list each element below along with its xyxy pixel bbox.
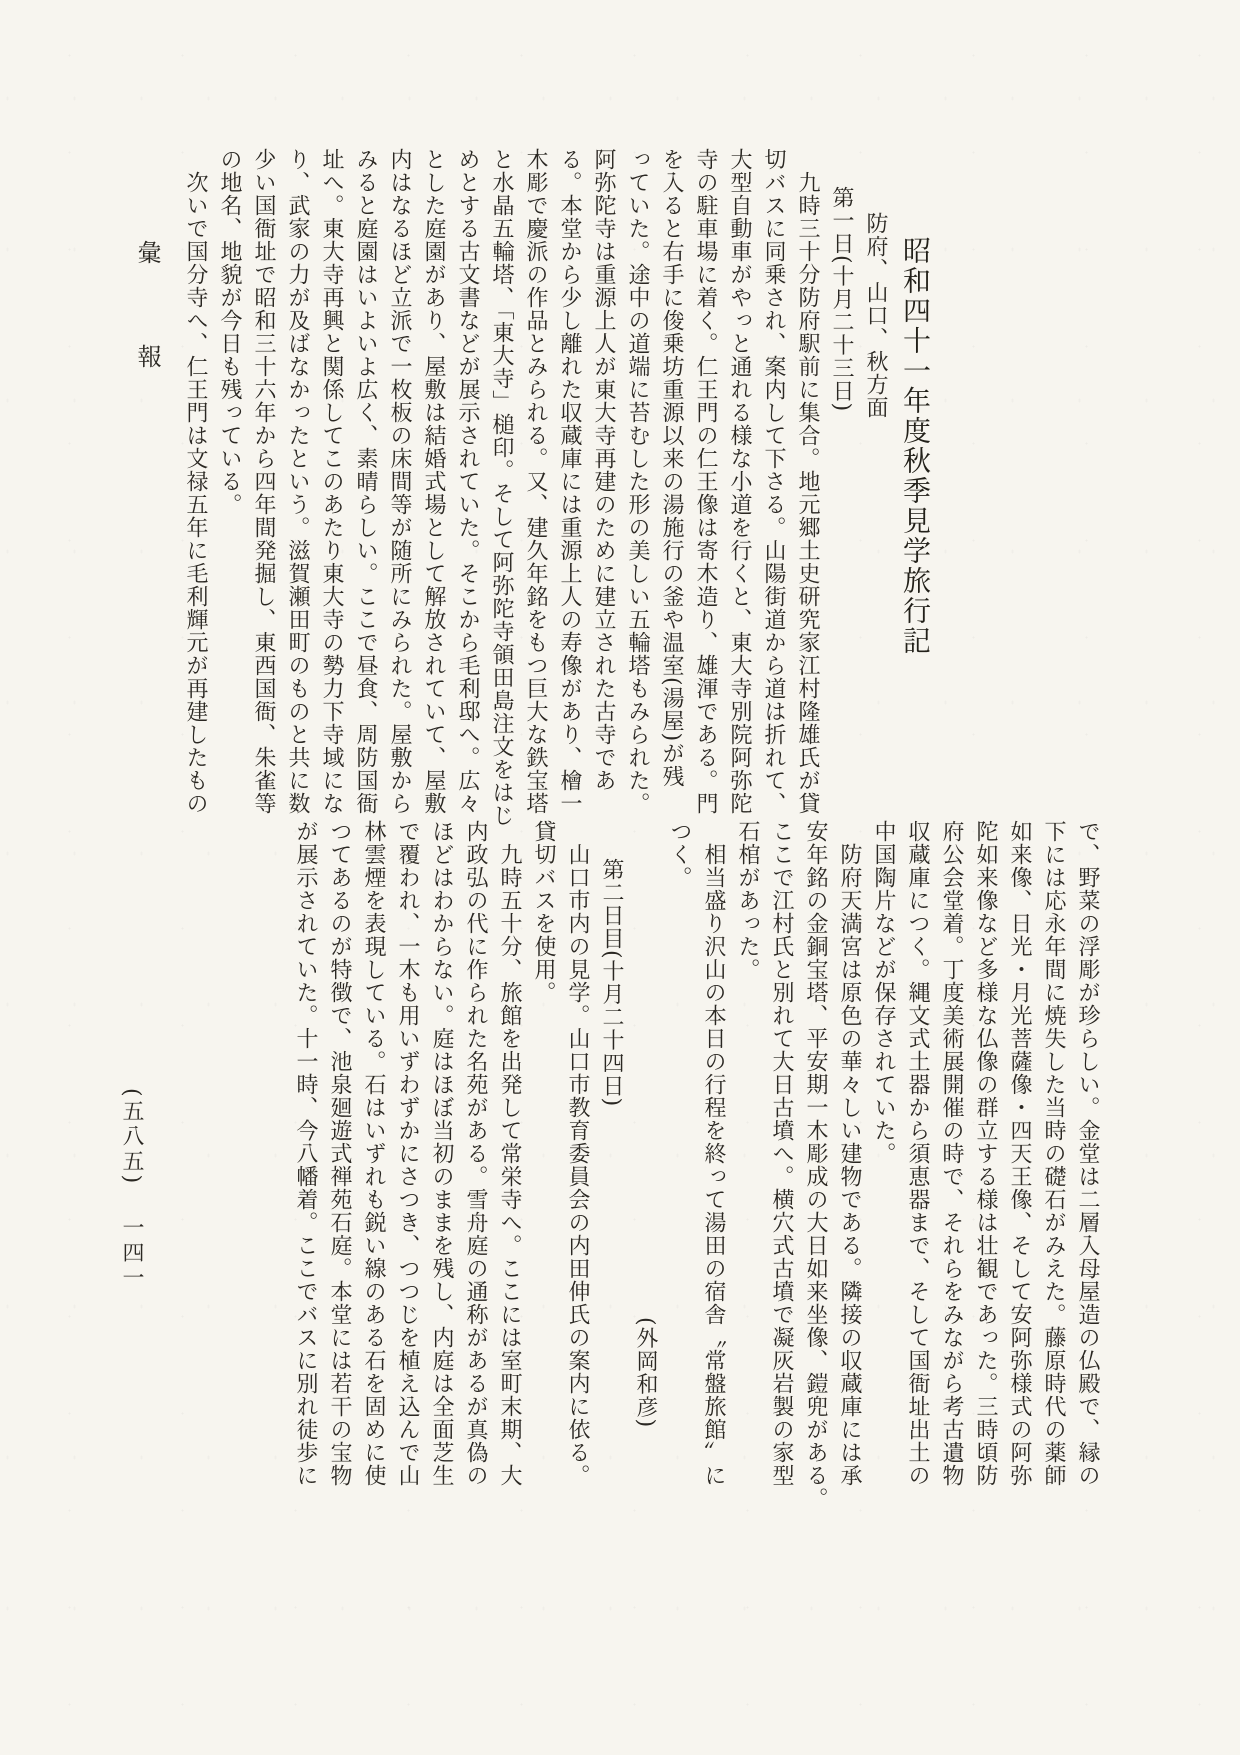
text-column-body: 内政弘の代に作られた名苑がある。雪舟庭の通称があるが真偽の: [463, 820, 488, 1487]
text-column-body: 如来像、日光・月光菩薩像・四天王像、そして安阿弥様式の阿弥: [1007, 820, 1032, 1487]
text-column-body: 相当盛り沢山の本日の行程を終って湯田の宿舎〝常盤旅館〟に: [701, 820, 726, 1487]
text-column-body: ほどはわからない。庭はほぼ当初のままを残し、内庭は全面芝生: [429, 820, 454, 1487]
text-column-body: 中国陶片などが保存されていた。: [871, 820, 896, 1165]
text-column-body: 貸切バスを使用。: [531, 820, 556, 1004]
running-section-header: [130, 240, 165, 371]
text-column-body: とした庭園があり、屋敷は結婚式場として解放されていて、屋敷: [421, 148, 446, 815]
text-column-body: 寺の駐車場に着く。仁王門の仁王像は寄木造り、雄渾である。門: [693, 148, 718, 815]
text-column-body: 林雲煙を表現している。石はいずれも鋭い線のある石を固めに使: [361, 820, 386, 1487]
text-column-body: 山口市内の見学。山口市教育委員会の内田伸氏の案内に依る。: [565, 820, 590, 1487]
text-column-body: 安年銘の金銅宝塔、平安期一木彫成の大日如来坐像、鎧兜がある。: [803, 820, 828, 1510]
running-header-char-2: 報: [133, 343, 161, 371]
text-column-body: が展示されていた。十一時、今八幡着。ここでバスに別れ徒歩に: [293, 820, 318, 1487]
text-column-body: 下には応永年間に焼失した当時の礎石がみえた。藤原時代の薬師: [1041, 820, 1066, 1487]
text-column-body: を入ると右手に俊乗坊重源以来の湯施行の釜や温室(湯屋)が残: [659, 148, 684, 789]
text-column-title: 昭和四十一年度秋季見学旅行記: [899, 236, 932, 656]
text-column-body: つく。: [667, 820, 692, 889]
text-column-heading: 第一日(十月二十三日): [829, 186, 854, 413]
text-column-body: 九時五十分、旅館を出発して常栄寺へ。ここには室町末期、大: [497, 820, 522, 1487]
text-column-heading: 第二日目(十月二十四日): [599, 858, 624, 1108]
text-column-signature: (外岡和彦): [633, 1316, 658, 1428]
text-column-body: の地名、地貌が今日も残っている。: [217, 148, 242, 516]
text-column-body: 石棺があった。: [735, 820, 760, 981]
text-column-body: 木彫で慶派の作品とみられる。又、建久年銘をもつ巨大な鉄宝塔: [523, 148, 548, 815]
page-numbers: [116, 1088, 147, 1291]
text-column-body: 次いで国分寺へ、仁王門は文禄五年に毛利輝元が再建したもの: [183, 148, 208, 815]
text-column-body: と水晶五輪塔、「東大寺」槌印。そして阿弥陀寺領田島注文をはじ: [489, 148, 514, 827]
text-column-body: 収蔵庫につく。縄文式土器から須恵器まで、そして国衙址出土の: [905, 820, 930, 1487]
text-column-body: 府公会堂着。丁度美術展開催の時で、それらをみながら考古遺物: [939, 820, 964, 1487]
text-column-body: で、野菜の浮彫が珍らしい。金堂は二層入母屋造の仏殿で、縁の: [1075, 820, 1100, 1487]
text-column-body: 防府天満宮は原色の華々しい建物である。隣接の収蔵庫には承: [837, 820, 862, 1487]
text-column-body: 陀如来像など多様な仏像の群立する様は壮観であった。三時頃防: [973, 820, 998, 1487]
text-column-body: で覆われ、一木も用いずわずかにさつき、つつじを植え込んで山: [395, 820, 420, 1487]
text-column-body: ここで江村氏と別れて大日古墳へ。横穴式古墳で凝灰岩製の家型: [769, 820, 794, 1487]
text-column-body: 少い国衙址で昭和三十六年から四年間発掘し、東西国衙、朱雀等: [251, 148, 276, 815]
text-column-body: 大型自動車がやっと通れる様な小道を行くと、東大寺別院阿弥陀: [727, 148, 752, 815]
text-column-body: 内はなるほど立派で一枚板の床間等が随所にみられた。屋敷から: [387, 148, 412, 815]
lower-text-block: [288, 820, 1104, 1510]
text-column-body: り、武家の力が及ばなかったという。滋賀瀬田町のものと共に数: [285, 148, 310, 815]
text-column-subtitle: 防府、山口、秋方面: [863, 212, 888, 419]
text-column-body: みると庭園はいよいよ広く、素晴らしい。ここで昼食、周防国衙: [353, 148, 378, 815]
running-header-char-1: 彙: [133, 240, 161, 267]
volume-page-number: (五八五): [119, 1088, 144, 1187]
text-column-body: る。本堂から少し離れた収蔵庫には重源上人の寿像があり、檜一: [557, 148, 582, 815]
text-column-body: つてあるのが特徴で、池泉廻遊式禅苑石庭。本堂には若干の宝物: [327, 820, 352, 1487]
text-column-body: 阿弥陀寺は重源上人が東大寺再建のために建立された古寺であ: [591, 148, 616, 792]
text-column-body: めとする古文書などが展示されていた。そこから毛利邸へ。広々: [455, 148, 480, 815]
text-column-body: 九時三十分防府駅前に集合。地元郷土史研究家江村隆雄氏が貸: [795, 148, 820, 815]
text-column-body: 切バスに同乗され、案内して下さる。山陽街道から道は折れて、: [761, 148, 786, 815]
issue-page-number: 一四一: [119, 1216, 144, 1292]
text-column-body: 址へ。東大寺再興と関係してこのあたり東大寺の勢力下寺域にな: [319, 148, 344, 815]
text-column-body: っていた。途中の道端に苔むした形の美しい五輪塔もみられた。: [625, 148, 650, 815]
upper-text-block: [178, 148, 938, 827]
